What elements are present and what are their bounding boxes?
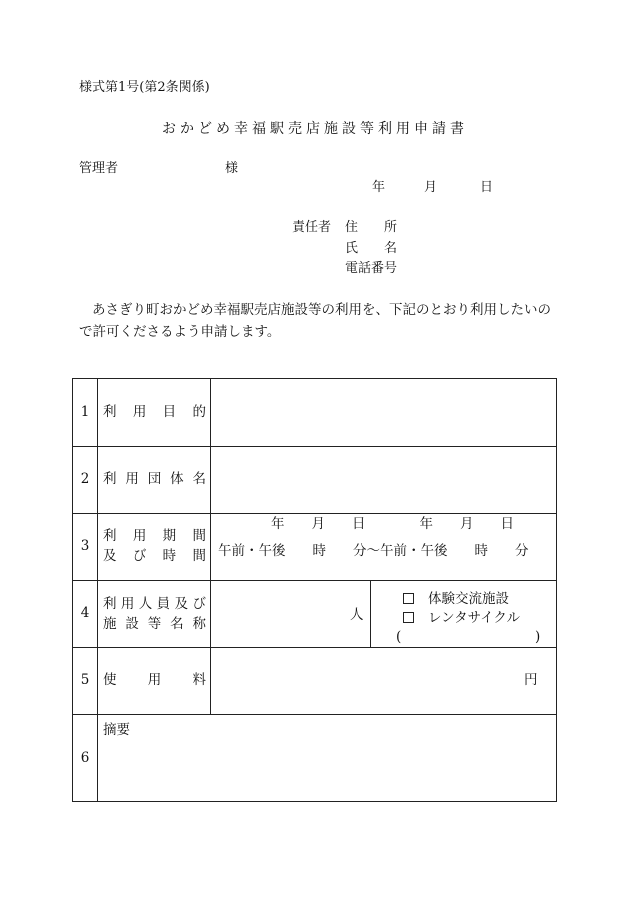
label-char: 用: [147, 672, 162, 688]
application-table: [72, 378, 557, 802]
option-exchange-facility[interactable]: [403, 591, 509, 608]
label-char: び: [132, 548, 147, 564]
label-char: 料: [192, 672, 206, 688]
label-char: 等: [147, 616, 162, 632]
label-char: 目: [162, 404, 177, 420]
date-year-label: 年: [372, 180, 386, 195]
label-char: 人: [138, 596, 153, 612]
label-char: 的: [192, 404, 206, 420]
label-char: 用: [125, 471, 139, 487]
label-char: 及: [174, 596, 189, 612]
option-label: 体験交流施設: [428, 591, 509, 607]
label-people-line1: [103, 596, 206, 613]
request-statement: あさぎり町おかどめ幸福駅売店施設等の利用を、下記のとおり利用したいので許可くださるよう申請します。: [79, 302, 551, 340]
fee-unit: 円: [524, 672, 538, 688]
label-char: 利: [103, 596, 117, 612]
label-char: 用: [120, 596, 135, 612]
applicant-name-label: 氏 名: [345, 241, 398, 256]
label-char: 及: [103, 548, 117, 564]
date-day-label: 日: [480, 180, 494, 195]
row-number: 3: [80, 538, 90, 554]
label-char: 体: [170, 471, 184, 487]
checkbox-icon[interactable]: [403, 593, 414, 604]
label-char: 利: [103, 404, 117, 420]
label-group-name: [103, 471, 206, 488]
label-period-line2: [103, 548, 206, 565]
row-number: 5: [80, 672, 90, 688]
group-name-field[interactable]: [211, 447, 556, 512]
label-char: 用: [132, 528, 147, 544]
row-number: 1: [80, 404, 90, 420]
applicant-address-label: 住 所: [345, 220, 398, 235]
people-unit: 人: [350, 607, 364, 623]
period-time-line[interactable]: 午前・午後 時 分〜午前・午後 時 分: [218, 543, 529, 559]
label-char: 使: [103, 672, 117, 688]
label-char: び: [192, 596, 206, 612]
label-char: 施: [103, 616, 117, 632]
applicant-phone-label: 電話番号: [345, 261, 398, 276]
row-number: 6: [80, 750, 90, 766]
label-fee: [103, 672, 206, 689]
period-date-line[interactable]: 年 月 日 年 月 日: [271, 516, 514, 532]
label-char: 間: [192, 548, 206, 564]
row-number: 4: [80, 605, 90, 621]
row-number: 2: [80, 471, 90, 487]
other-close-paren: ): [535, 629, 541, 645]
label-char: 用: [132, 404, 147, 420]
label-char: 名: [192, 471, 206, 487]
document-title: おかどめ幸福駅売店施設等利用申請書: [162, 121, 468, 137]
label-char: 設: [125, 616, 139, 632]
label-period-line1: [103, 528, 206, 545]
label-char: 間: [192, 528, 206, 544]
label-char: 員: [156, 596, 171, 612]
applicant-title: 責任者: [292, 220, 332, 235]
label-char: 期: [162, 528, 177, 544]
checkbox-icon[interactable]: [403, 612, 414, 623]
option-rental-cycle[interactable]: [403, 610, 520, 627]
label-purpose: [103, 404, 206, 421]
label-char: 称: [192, 616, 206, 632]
label-char: 名: [170, 616, 184, 632]
addressee-honorific: 様: [225, 161, 239, 176]
label-char: 団: [147, 471, 162, 487]
date-month-label: 月: [424, 180, 438, 195]
label-remarks: 摘要: [103, 722, 130, 738]
purpose-field[interactable]: [211, 380, 556, 445]
remarks-field[interactable]: [98, 741, 556, 801]
other-open-paren: (: [396, 629, 402, 645]
addressee-label: 管理者: [79, 161, 119, 176]
label-char: 利: [103, 471, 117, 487]
option-label: レンタサイクル: [428, 610, 521, 626]
label-people-line2: [103, 616, 206, 633]
label-char: 時: [162, 548, 177, 564]
form-number: 様式第1号(第2条関係): [79, 80, 210, 95]
label-char: 利: [103, 528, 117, 544]
